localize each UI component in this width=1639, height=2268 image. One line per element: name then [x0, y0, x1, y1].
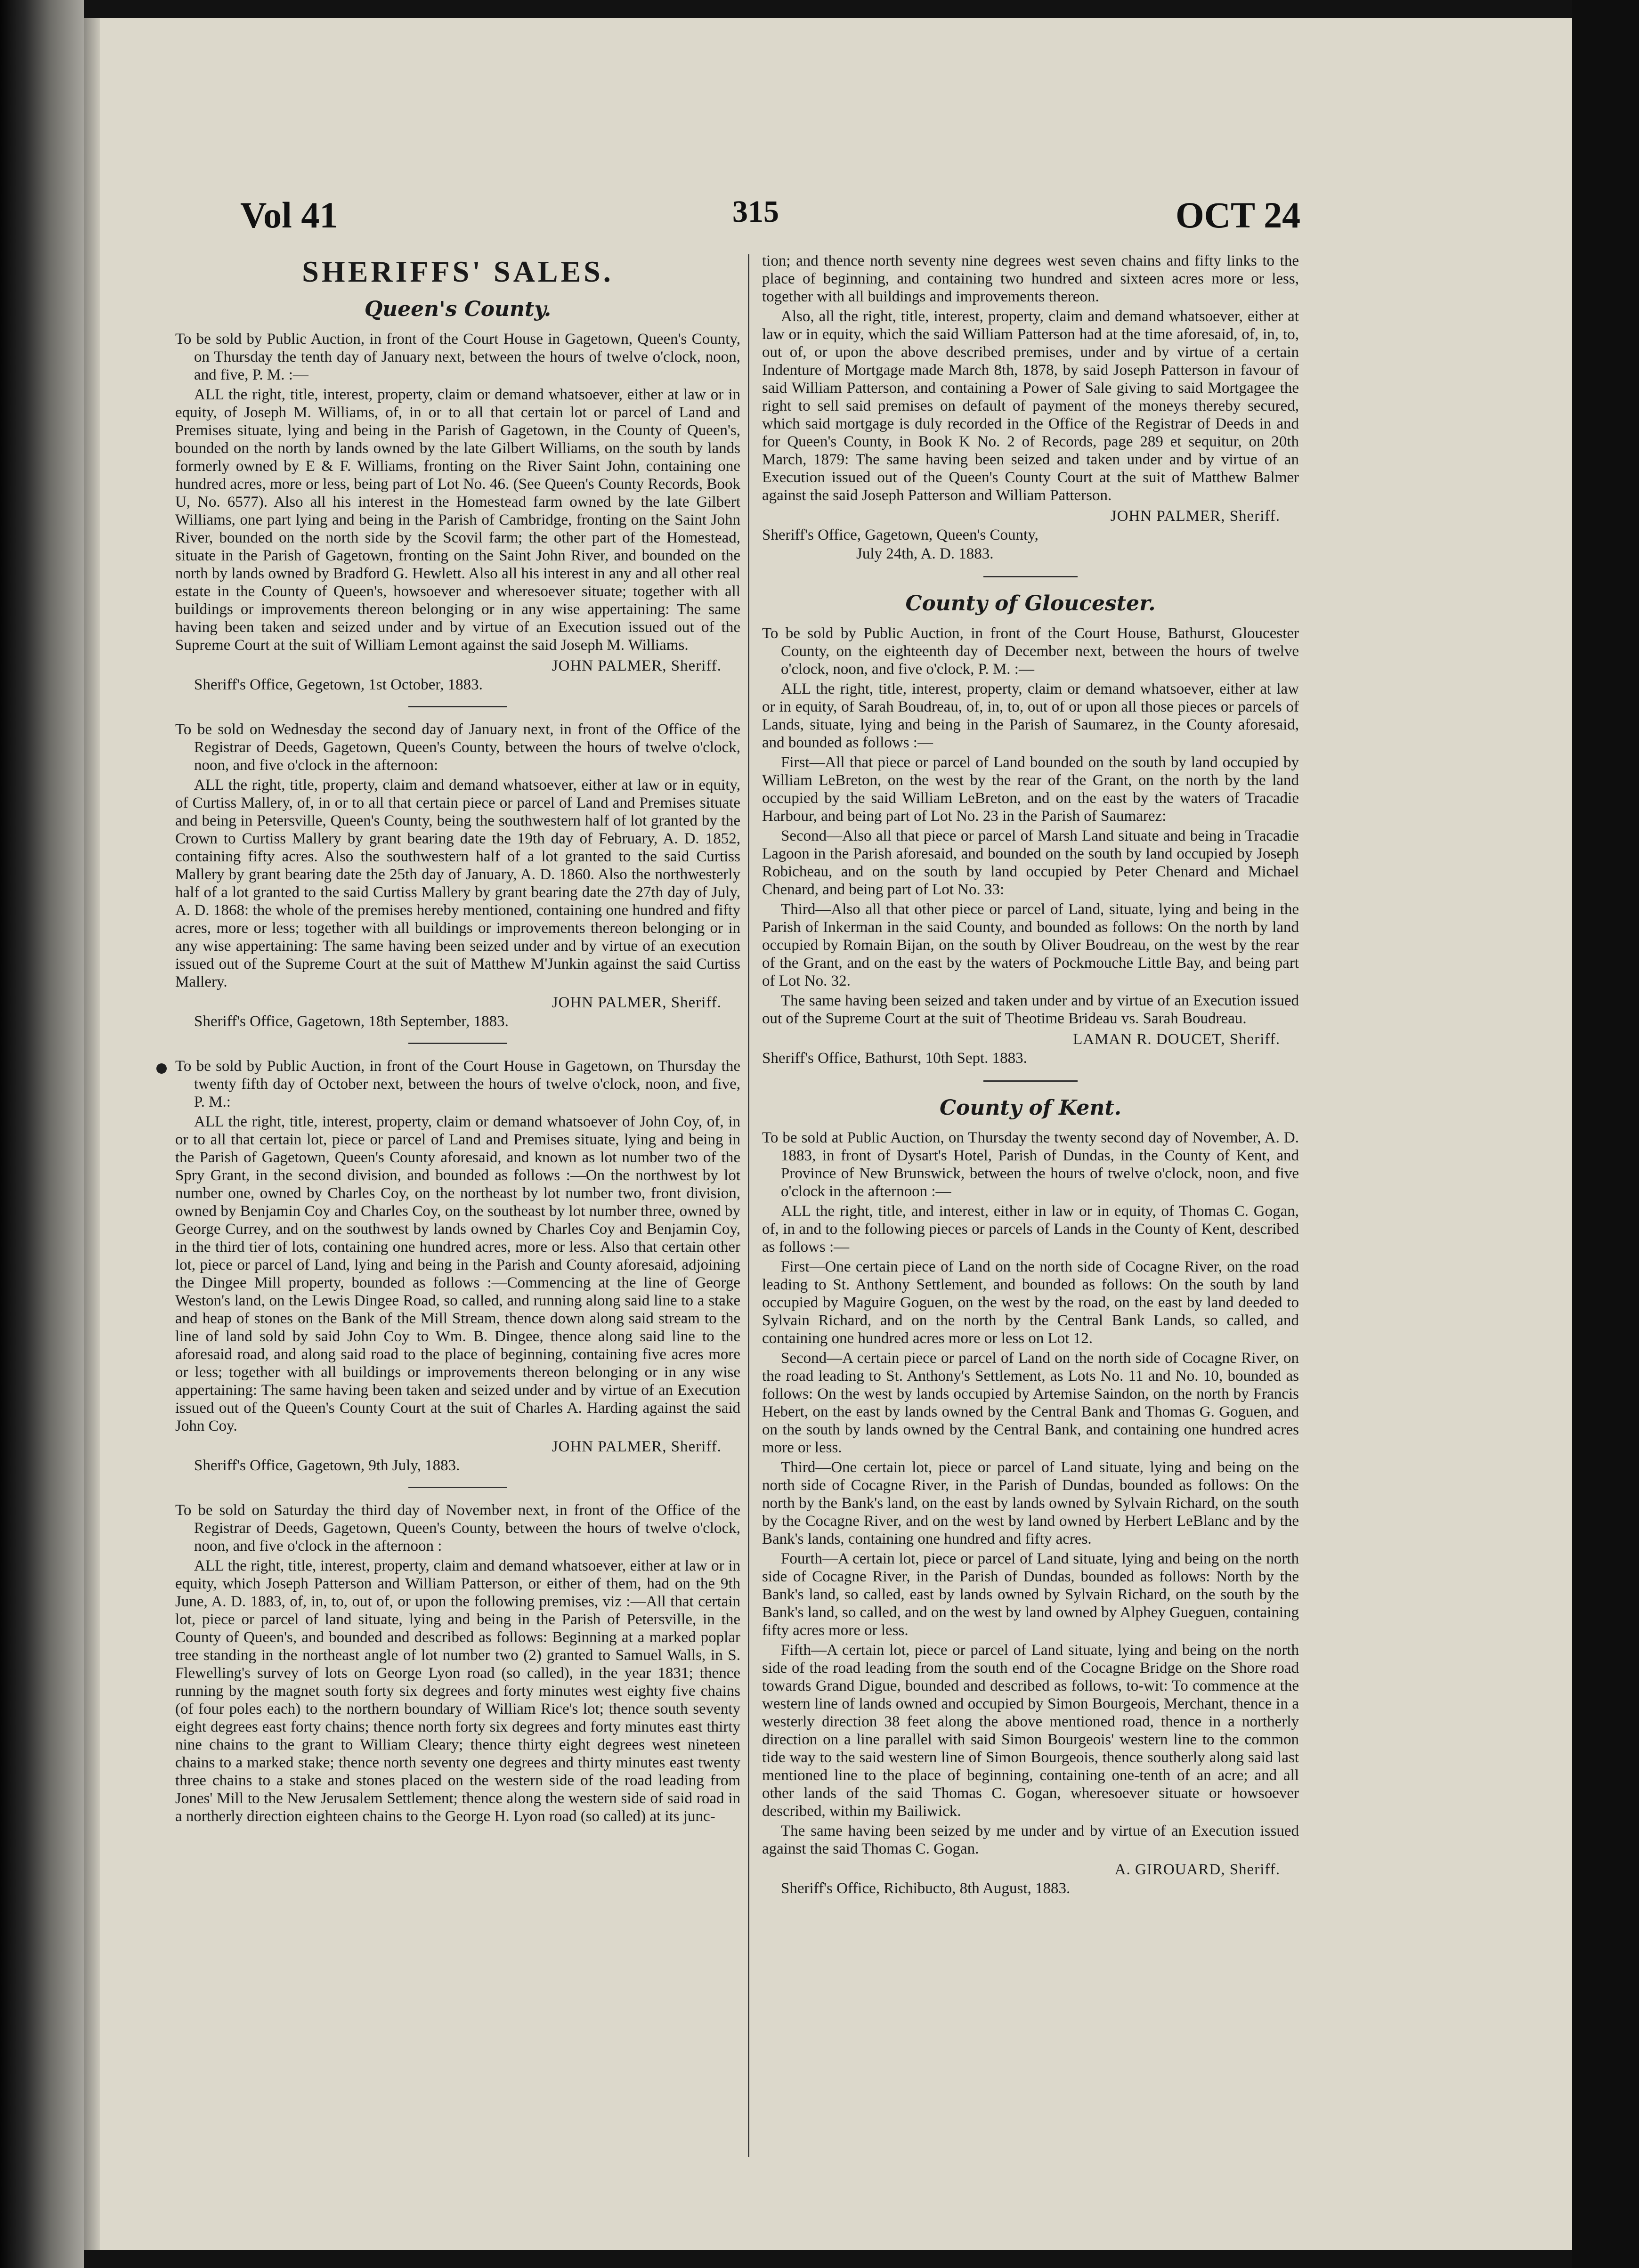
page-spine-shadow	[84, 18, 100, 2250]
notice-separator	[408, 1043, 507, 1044]
notice-intro: To be sold on Saturday the third day of November next, in front of the Office of the Registrar of Deeds, Gagetown, Queen's County, between the hours of twelve o'clock, noon, and five o'clock in the afternoon :	[175, 1502, 740, 1555]
continued-text-2: Also, all the right, title, interest, property, claim and demand whatsoever, either at law or in equity, which the said William Patterson had at the time aforesaid, of, in, to, out of, or upon the above described premises, under and by virtue of a certain Indenture of Mortgage made March 8th, 1878, by said Joseph Patterson in favour of said William Patterson, and containing a Power of Sale giving to said Mortgagee the right to sell said premises on default of payment of the moneys thereby secured, which said mortgage is duly recorded in the Office of the Registrar of Deeds in and for Queen's County, in Book K No. 2 of Records, page 289 et sequitur, on 20th March, 1879: The same having been seized and taken under and by virtue of an Execution issued out of the Queen's County Court at the suit of Matthew Balmer against the said Joseph Patterson and William Patterson.	[762, 308, 1299, 504]
notice-williams	[175, 330, 740, 694]
notice-mallery	[175, 721, 740, 1030]
sheriff-signature: JOHN PALMER, Sheriff.	[552, 657, 722, 674]
notice-closing: The same having been seized by me under and by virtue of an Execution issued against the said Thomas C. Gogan.	[762, 1822, 1299, 1857]
notice-patterson	[175, 1501, 740, 1825]
notice-closing: The same having been seized and taken under and by virtue of an Execution issued out of the Supreme Court at the suit of Theotime Brideau vs. Sarah Boudreau.	[762, 992, 1299, 1027]
parcel-fifth: Fifth—A certain lot, piece or parcel of Land situate, lying and being on the north side of the road leading from the south end of the Cocagne Bridge on the Shore road towards Grand Digue, bounded and described as follows, to-wit: To commence at the western line of lands owned and occupied by Simon Bourgeois, Merchant, thence in a westerly direction 38 feet along the above mentioned road, thence in a northerly direction on a line parallel with said Simon Bourgeois' western line to the common tide way to the said western line of Simon Bourgeois, thence southerly along said last mentioned line to the place of beginning, containing one-tenth of an acre; and all other lands of the said Thomas C. Gogan, wheresoever situate or howsoever described, within my Bailiwick.	[762, 1642, 1299, 1820]
notice-intro: To be sold at Public Auction, on Thursday the twenty second day of November, A. D. 1883, in front of Dysart's Hotel, Parish of Dundas, in the County of Kent, and Province of New Brunswick, between the hours of twelve o'clock, noon, and five o'clock in the afternoon :—	[762, 1129, 1299, 1200]
sheriff-office-date: Sheriff's Office, Gegetown, 1st October, 1883.	[194, 676, 483, 693]
notice-body: ALL the right, title, interest, property, claim and demand whatsoever, either at law or in equity, which Joseph Patterson and William Patterson, or either of them, had on the 9th June, A. D. 1883, of, in, to, out of, or upon the following premises, viz :—All that certain lot, piece or parcel of land situate, lying and being in the Parish of Petersville, in the County of Queen's, and bounded and described as follows: Beginning at a marked poplar tree standing in the northeast angle of lot number two (2) granted to Samuel Walls, in S. Flewelling's survey of lots on George Lyon road (so called), in the year 1831; thence running by the magnet south forty six degrees and forty minutes west eighty five chains (of four poles each) to the northern boundary of William Rice's lot; thence south seventy eight degrees east forty chains; thence north forty six degrees and forty minutes east thirty nine chains to the grant to William Cleary; thence thirty eight degrees west nineteen chains to a marked stake; thence north seventy one degrees and thirty minutes east twenty three chains to a stake and stones placed on the western side of the road leading from Jones' Mill to the New Jerusalem Settlement; thence along the western side of said road in a northerly direction eighteen chains to the George H. Lyon road (so called) at its junc-	[175, 1557, 740, 1825]
notice-coy	[175, 1057, 740, 1474]
continued-text: tion; and thence north seventy nine degrees west seven chains and fifty links to the place of beginning, and containing two hundred and sixteen acres more or less, together with all buildings and improvements thereon.	[762, 252, 1299, 305]
adjacent-page-edge	[0, 0, 84, 2268]
notice-separator	[983, 576, 1078, 577]
page-number: 315	[732, 194, 779, 229]
parcel-first: First—One certain piece of Land on the north side of Cocagne River, on the road leading to St. Anthony Settlement, and bounded as follows: On the south by land occupied by Maguire Goguen, on the west by the road, on the east by land deeded to Sylvain Richard, and on the north by the Central Bank Lands, so called, and containing one hundred acres more or less on Lot 12.	[762, 1258, 1299, 1347]
section-title: SHERIFFS' SALES.	[302, 255, 614, 288]
county-heading-queens: Queen's County.	[364, 297, 552, 321]
notice-separator	[983, 1080, 1078, 1082]
parcel-second: Second—A certain piece or parcel of Land on the north side of Cocagne River, on the road leading to St. Anthony's Settlement, as Lots No. 11 and No. 10, bounded as follows: On the west by lands occupied by Artemise Saindon, on the north by Francis Hebert, on the east by lands owned by the Central Bank and Thomas G. Goguen, and on the south by lands owned by the Central Bank, and containing one hundred acres more or less.	[762, 1350, 1299, 1456]
sheriff-signature: LAMAN R. DOUCET, Sheriff.	[1073, 1031, 1280, 1048]
issue-date: OCT 24	[1176, 194, 1301, 235]
parcel-first: First—All that piece or parcel of Land bounded on the south by land occupied by William LeBreton, on the west by the rear of the Grant, on the north by the land occupied by the said William LeBreton, and on the east by the waters of Tracadie Harbour, and being part of Lot No. 23 in the Parish of Saumarez:	[762, 754, 1299, 825]
notice-body: ALL the right, title, interest, property, claim or demand whatsoever, either at law or in equity, of Joseph M. Williams, of, in or to all that certain lot or parcel of Land and Premises situate, lying and being in the Parish of Gagetown, in the County of Queen's, bounded on the north by lands owned by the late Gilbert Williams, on the south by lands formerly owned by E & F. Williams, fronting on the River Saint John, containing one hundred acres, more or less, being part of Lot No. 46. (See Queen's County Records, Book U, No. 6577). Also all his interest in the Homestead farm owned by the late Gilbert Williams, one part lying and being in the Parish of Cambridge, fronting on the Saint John River, bounded on the north side by the Scovil farm; the other part of the Homestead, situate in the Parish of Gagetown, fronting on the Saint John River, and bounded on the north by lands owned by Bradford G. Hewlett. Also all his interest in any and all other real estate in the County of Queen's, howsoever and wheresoever situate; together with all buildings or improvements thereon belonging or in any wise appertaining: The same having been taken and seized under and by virtue of an Execution issued out of the Supreme Court at the suit of William Lemont against the said Joseph M. Williams.	[175, 386, 740, 654]
parcel-third: Third—One certain lot, piece or parcel of Land situate, lying and being on the north side of Cocagne River, in the Parish of Dundas, bounded as follows: On the north by the Bank's land, on the east by lands owned by Sylvain Richard, on the south by the Cocagne River, and on the west by land owned by Herbert LeBlanc and by the Bank's lands, containing one hundred and fifty acres.	[762, 1459, 1299, 1547]
right-column	[762, 252, 1299, 1897]
sheriff-office-date: Sheriff's Office, Bathurst, 10th Sept. 1883.	[762, 1050, 1027, 1067]
volume-label: Vol 41	[240, 194, 338, 235]
sheriff-signature: JOHN PALMER, Sheriff.	[1110, 508, 1280, 525]
sheriff-office-date: Sheriff's Office, Gagetown, 9th July, 1883.	[194, 1457, 460, 1474]
notice-body: ALL the right, title, interest, property, claim or demand whatsoever, either at law or in equity, of Sarah Boudreau, of, in, to, out of or upon all those pieces or parcels of Lands, situate, lying and being in the Parish of Saumarez, in the County aforesaid, and bounded as follows :—	[762, 680, 1299, 751]
notice-body: ALL the right, title, and interest, either in law or in equity, of Thomas C. Gogan, of, in and to the following pieces or parcels of Lands in the County of Kent, described as follows :—	[762, 1203, 1299, 1256]
notice-separator	[408, 1487, 507, 1488]
sheriff-signature: JOHN PALMER, Sheriff.	[552, 994, 722, 1011]
notice-body: ALL the right, title, interest, property, claim or demand whatsoever of John Coy, of, in or to all that certain lot, piece or parcel of Land and Premises situate, lying and being in the Parish of Gagetown, Queen's County aforesaid, and known as lot number two of the Spry Grant, in the second division, and bounded as follows :—On the northwest by lot number one, owned by Charles Coy, on the northeast by lot number two, front division, owned by Benjamin Coy and Charles Coy, on the southeast by lot number three, owned by George Currey, and on the southwest by lands owned by Charles Coy and Benjamin Coy, in the third tier of lots, containing one hundred acres, more or less. Also that certain other lot, piece or parcel of Land, lying and being in the Parish and County aforesaid, adjoining the Dingee Mill property, bounded as follows :—Commencing at the line of George Weston's land, on the Lewis Dingee Road, so called, and running along said line to a stake and heap of stones on the Bank of the Mill Stream, thence down along said stream to the line of land sold by said John Coy to Wm. B. Dingee, thence along said line to the aforesaid road, and along said road to the place of beginning, containing five acres more or less; together with all buildings or improvements thereon belonging or in any wise appertaining: The same having been taken and seized under and by virtue of an Execution issued out of the Queen's County Court at the suit of Charles A. Harding against the said John Coy.	[175, 1113, 740, 1434]
parcel-second: Second—Also all that piece or parcel of Marsh Land situate and being in Tracadie Lagoon in the Parish aforesaid, and bounded on the south by land occupied by Joseph Robicheau, and on the south by land occupied by Peter Chenard and Michael Chenard, and being part of Lot No. 33:	[762, 827, 1299, 898]
notice-gloucester	[762, 591, 1299, 1067]
column-divider	[748, 254, 749, 2157]
sheriff-office: Sheriff's Office, Gagetown, Queen's County,	[762, 526, 1039, 543]
notice-kent	[762, 1096, 1299, 1897]
parcel-fourth: Fourth—A certain lot, piece or parcel of Land situate, lying and being on the north side of Cocagne River, in the Parish of Dundas, bounded as follows: North by the Bank's land, so called, east by lands owned by Sylvain Richard, on the south by the Bank's land, so called, and on the west by land owned by Alphey Gueguen, containing fifty acres more or less.	[762, 1550, 1299, 1639]
left-column	[175, 252, 740, 1827]
notice-intro: To be sold on Wednesday the second day of January next, in front of the Office of the Registrar of Deeds, Gagetown, Queen's County, between the hours of twelve o'clock, noon, and five o'clock in the afternoon:	[175, 721, 740, 774]
notice-intro: To be sold by Public Auction, in front of the Court House in Gagetown, on Thursday the twenty fifth day of October next, between the hours of twelve o'clock, noon, and five, P. M.:	[175, 1058, 740, 1110]
sheriff-office-date: Sheriff's Office, Gagetown, 18th September, 1883.	[194, 1013, 509, 1030]
sheriff-signature: JOHN PALMER, Sheriff.	[552, 1438, 722, 1455]
ink-spot	[156, 1063, 167, 1074]
scan-background	[1572, 0, 1639, 2268]
notice-intro: To be sold by Public Auction, in front of the Court House, Bathurst, Gloucester County, on the eighteenth day of December next, between the hours of twelve o'clock, noon, and five o'clock, P. M. :—	[762, 625, 1299, 678]
notice-intro: To be sold by Public Auction, in front of the Court House in Gagetown, Queen's County, on Thursday the tenth day of January next, between the hours of twelve o'clock, noon, and five, P. M. :—	[175, 331, 740, 383]
notice-separator	[408, 706, 507, 707]
sheriff-office-date: Sheriff's Office, Richibucto, 8th August, 1883.	[781, 1880, 1071, 1897]
county-heading-kent: County of Kent.	[939, 1096, 1122, 1120]
sheriff-signature: A. GIROUARD, Sheriff.	[1114, 1861, 1280, 1878]
parcel-third: Third—Also all that other piece or parcel of Land, situate, lying and being in the Parish of Inkerman in the said County, and bounded as follows: On the north by land occupied by Romain Bijan, on the south by Oliver Boudreau, on the west by the rear of the Grant, and on the east by the waters of Pockmouche Little Bay, and being part of Lot No. 32.	[762, 901, 1299, 989]
notice-body: ALL the right, title, property, claim and demand whatsoever, either at law or in equity, of Curtiss Mallery, of, in or to all that certain piece or parcel of Land and Premises situate and being in Petersville, Queen's County, being the southwestern half of lot granted by the Crown to Curtiss Mallery by grant bearing date the 19th day of February, A. D. 1852, containing fifty acres. Also the southwestern half of a lot granted to the said Curtiss Mallery by grant bearing date the 25th day of January, A. D. 1860. Also the northwesterly half of a lot granted to the said Curtiss Mallery by grant bearing date the 27th day of July, A. D. 1868: the whole of the premises hereby mentioned, containing one hundred and fifty acres, more or less; together with all buildings or improvements thereon belonging or in any wise appertaining: The same having been seized under and by virtue of an execution issued out of the Supreme Court at the suit of Matthew M'Junkin against the said Curtiss Mallery.	[175, 777, 740, 990]
county-heading-gloucester: County of Gloucester.	[905, 591, 1156, 616]
sheriff-office-date: July 24th, A. D. 1883.	[856, 545, 994, 562]
